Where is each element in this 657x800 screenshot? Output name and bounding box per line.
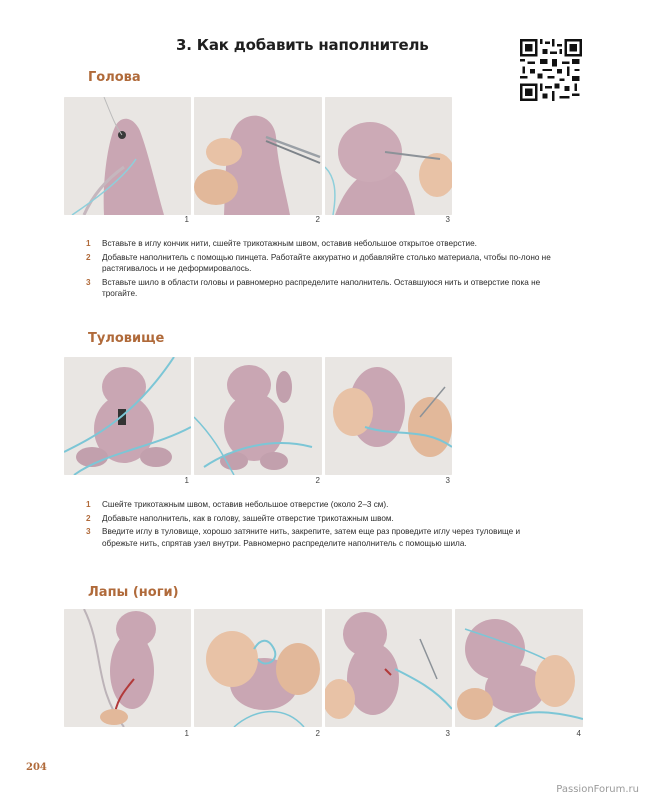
section-heading-head: Голова (88, 70, 141, 85)
photo-torso-step-2 (194, 357, 322, 475)
step-text: Введите иглу в туловище, хорошо затяните нить, закрепите, затем еще раз проведите иглу через туловище и обрежьте нить, спрятав узел внутри. Равномерно распределите наполнитель с помощью шила. (102, 527, 521, 548)
photo-legs-step-3 (325, 609, 452, 727)
step-text: Добавьте наполнитель с помощью пинцета. Работайте аккуратно и добавляйте столько материала, чтобы по-лоно не растягивалось и не деформировалось. (102, 252, 551, 273)
step-number: 1 (86, 500, 91, 509)
photo-legs-step-4 (455, 609, 583, 727)
section-heading-legs: Лапы (ноги) (88, 585, 179, 600)
step-number: 2 (86, 252, 91, 262)
step-number: 3 (86, 277, 91, 287)
step-text: Добавьте наполнитель, как в голову, зашейте отверстие трикотажным швом. (102, 513, 394, 523)
caption-legs-4: 4 (576, 729, 581, 738)
caption-legs-3: 3 (445, 729, 450, 738)
step-item (86, 277, 556, 300)
photo-head-step-1 (64, 97, 191, 215)
step-item (86, 513, 556, 525)
step-item (86, 526, 556, 549)
caption-torso-3: 3 (445, 476, 450, 485)
photo-head-step-2 (194, 97, 322, 215)
photo-torso-step-3 (325, 357, 452, 475)
page-title: 3. Как добавить наполнитель (176, 36, 429, 54)
step-text: Вставьте шило в области головы и равномерно распределите наполнитель. Оставшуюся нить и отверстие пока не трогайте. (102, 277, 541, 298)
step-number: 2 (86, 513, 91, 523)
step-text: Вставьте в иглу кончик нити, сшейте трикотажным швом, оставив небольшое открытое отверстие. (102, 239, 477, 248)
section-heading-torso: Туловище (88, 331, 165, 346)
qr-code-icon (520, 39, 582, 101)
caption-head-1: 1 (184, 215, 189, 224)
steps-list-head (86, 238, 556, 302)
photo-head-step-3 (325, 97, 452, 215)
step-number: 3 (86, 527, 91, 536)
step-item (86, 252, 556, 275)
photo-legs-step-1 (64, 609, 191, 727)
caption-legs-2: 2 (315, 729, 320, 738)
caption-legs-1: 1 (184, 729, 189, 738)
watermark: PassionForum.ru (556, 784, 639, 795)
page-number: 204 (26, 762, 47, 773)
caption-head-2: 2 (315, 215, 320, 224)
caption-head-3: 3 (445, 215, 450, 224)
steps-list-torso (86, 499, 556, 551)
photo-torso-step-1 (64, 357, 191, 475)
photo-legs-step-2 (194, 609, 322, 727)
step-item (86, 499, 556, 511)
caption-torso-1: 1 (184, 476, 189, 485)
step-item (86, 238, 556, 250)
step-number: 1 (86, 239, 91, 248)
step-text: Сшейте трикотажным швом, оставив небольшое отверстие (около 2–3 см). (102, 500, 389, 509)
caption-torso-2: 2 (315, 476, 320, 485)
